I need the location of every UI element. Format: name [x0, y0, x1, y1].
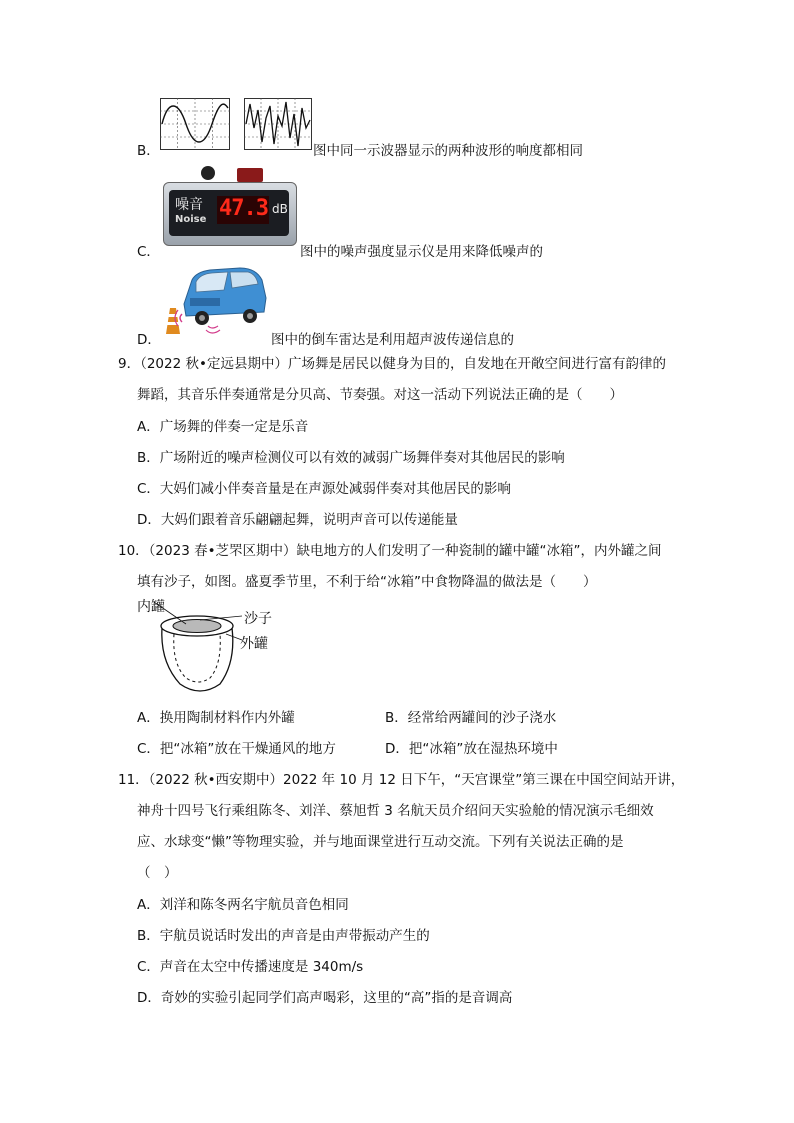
q9-option-b: B．广场附近的噪声检测仪可以有效的减弱广场舞伴奏对其他居民的影响	[137, 450, 565, 466]
q9-option-a: A．广场舞的伴奏一定是乐音	[137, 419, 309, 435]
meter-light	[237, 168, 263, 182]
q9-option-c: C．大妈们减小伴奏音量是在声源处减弱伴奏对其他居民的影响	[137, 481, 511, 497]
q10-option-c: C．把“冰箱”放在干燥通风的地方	[137, 741, 336, 757]
q8-option-c-label: C．	[137, 244, 160, 260]
meter-sensor	[201, 166, 215, 180]
label-sand: 沙子	[244, 611, 272, 627]
waveform-image-2	[244, 98, 312, 150]
q8-option-b-text: 图中同一示波器显示的两种波形的响度都相同	[313, 143, 583, 159]
q8-option-b-label: B．	[137, 143, 160, 159]
q11-stem-line1: 11．（2022 秋•西安期中）2022 年 10 月 12 日下午，“天宫课堂”第三课在中国空间站开讲，	[118, 772, 685, 788]
q10-option-a: A．换用陶制材料作内外罐	[137, 710, 295, 726]
waveform-image-1	[160, 98, 230, 150]
q11-option-d: D．奇妙的实验引起同学们高声喝彩，这里的“高”指的是音调高	[137, 990, 513, 1006]
meter-unit: dB	[272, 202, 288, 216]
meter-english-label: Noise	[175, 214, 207, 225]
q9-stem-line2: 舞蹈，其音乐伴奏通常是分贝高、节奏强。对这一活动下列说法正确的是（ ）	[137, 387, 623, 403]
q11-option-a: A．刘洋和陈冬两名宇航员音色相同	[137, 897, 349, 913]
q10-stem-line1: 10．（2023 春•芝罘区期中）缺电地方的人们发明了一种瓷制的罐中罐“冰箱”，内外罐之间	[118, 543, 662, 559]
q10-option-d: D．把“冰箱”放在湿热环境中	[385, 741, 558, 757]
label-inner-pot: 内罐	[137, 599, 165, 615]
q8-option-c-text: 图中的噪声强度显示仪是用来降低噪声的	[300, 244, 543, 260]
meter-reading: 47.3	[219, 196, 268, 221]
label-outer-pot: 外罐	[240, 636, 268, 652]
q9-option-d: D．大妈们跟着音乐翩翩起舞，说明声音可以传递能量	[137, 512, 458, 528]
q11-option-c: C．声音在太空中传播速度是 340m/s	[137, 959, 364, 975]
q8-option-d-label: D．	[137, 332, 161, 348]
q11-stem-line4: （ ）	[137, 865, 178, 881]
q9-stem-line1: 9．（2022 秋•定远县期中）广场舞是居民以健身为目的，自发地在开敞空间进行富有韵律的	[118, 356, 666, 372]
q10-stem-line2: 填有沙子，如图。盛夏季节里，不利于给“冰箱”中食物降温的做法是（ ）	[137, 574, 597, 590]
reversing-radar-car-image	[162, 264, 268, 334]
q10-option-b: B．经常给两罐间的沙子浇水	[385, 710, 557, 726]
meter-chinese-label: 噪音	[175, 197, 203, 213]
noise-meter-image	[163, 166, 295, 248]
q11-stem-line2: 神舟十四号飞行乘组陈冬、刘洋、蔡旭哲 3 名航天员介绍问天实验舱的情况演示毛细效	[137, 803, 654, 819]
q11-stem-line3: 应、水球变“懒”等物理实验，并与地面课堂进行互动交流。下列有关说法正确的是	[137, 834, 624, 850]
q8-option-d-text: 图中的倒车雷达是利用超声波传递信息的	[271, 332, 514, 348]
q11-option-b: B．宇航员说话时发出的声音是由声带振动产生的	[137, 928, 430, 944]
